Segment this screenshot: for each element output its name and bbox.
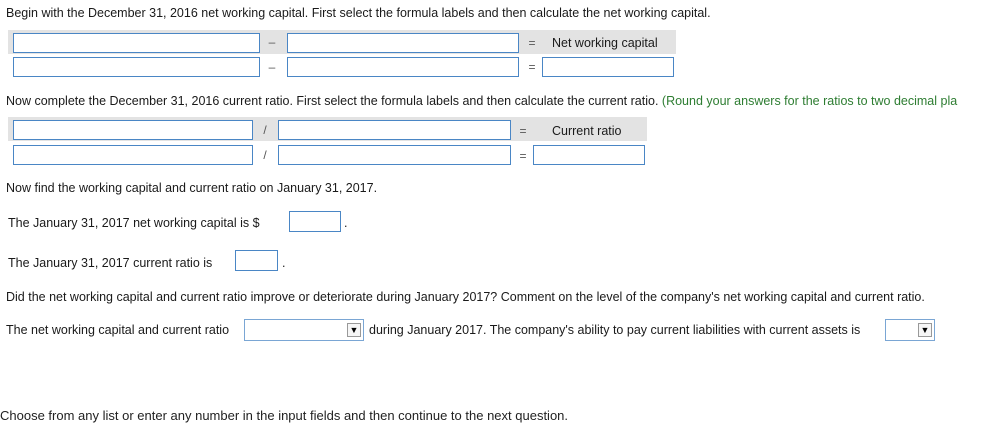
cr-label-input-1[interactable] bbox=[13, 120, 253, 140]
jan-cr-label: The January 31, 2017 current ratio is bbox=[8, 256, 213, 270]
cr-result-label: Current ratio bbox=[552, 124, 622, 138]
part1-instruction: Begin with the December 31, 2016 net working capital. First select the formula labels and then calculate the net working capital. bbox=[6, 6, 711, 20]
nwc-minus-operator-2: – bbox=[268, 60, 276, 74]
cr-equals-operator-2: = bbox=[519, 149, 527, 163]
part2-instruction bbox=[6, 94, 957, 108]
nwc-result-label: Net working capital bbox=[552, 36, 658, 50]
cr-value-input-1[interactable] bbox=[13, 145, 253, 165]
nwc-equals-operator-2: = bbox=[528, 60, 536, 74]
cr-label-input-2[interactable] bbox=[278, 120, 511, 140]
nwc-result-input[interactable] bbox=[542, 57, 674, 77]
cr-result-input[interactable] bbox=[533, 145, 645, 165]
nwc-label-input-1[interactable] bbox=[13, 33, 260, 53]
chevron-down-icon[interactable]: ▼ bbox=[918, 323, 932, 337]
part2-instruction-text: Now complete the December 31, 2016 current ratio. First select the formula labels and then calculate the current ratio. bbox=[6, 94, 659, 108]
comment-sentence-mid: during January 2017. The company's ability to pay current liabilities with current assets is bbox=[369, 323, 861, 337]
round-note: (Round your answers for the ratios to two decimal pla bbox=[661, 94, 958, 108]
cr-value-input-2[interactable] bbox=[278, 145, 511, 165]
chevron-down-icon[interactable]: ▼ bbox=[347, 323, 361, 337]
nwc-minus-operator-1: – bbox=[268, 35, 276, 49]
nwc-label-input-2[interactable] bbox=[287, 33, 519, 53]
cr-equals-operator-1: = bbox=[519, 124, 527, 138]
improve-deteriorate-dropdown[interactable] bbox=[244, 319, 364, 341]
jan-cr-period: . bbox=[282, 256, 286, 270]
jan-nwc-label: The January 31, 2017 net working capital is $ bbox=[8, 216, 260, 230]
part3-instruction: Now find the working capital and current ratio on January 31, 2017. bbox=[6, 181, 378, 195]
part4-question: Did the net working capital and current ratio improve or deteriorate during January 2017? Comment on the level of the company's net working capital and current ratio. bbox=[6, 290, 925, 304]
cr-divide-operator-2: / bbox=[263, 148, 267, 162]
nwc-value-input-1[interactable] bbox=[13, 57, 260, 77]
nwc-value-input-2[interactable] bbox=[287, 57, 519, 77]
ability-dropdown[interactable] bbox=[885, 319, 935, 341]
cr-divide-operator-1: / bbox=[263, 123, 267, 137]
jan-cr-input[interactable] bbox=[235, 250, 278, 271]
nwc-equals-operator-1: = bbox=[528, 36, 536, 50]
footer-instruction: Choose from any list or enter any number in the input fields and then continue to the next question. bbox=[0, 408, 569, 423]
comment-sentence-start: The net working capital and current ratio bbox=[6, 323, 230, 337]
jan-nwc-period: . bbox=[344, 216, 348, 230]
jan-nwc-input[interactable] bbox=[289, 211, 341, 232]
